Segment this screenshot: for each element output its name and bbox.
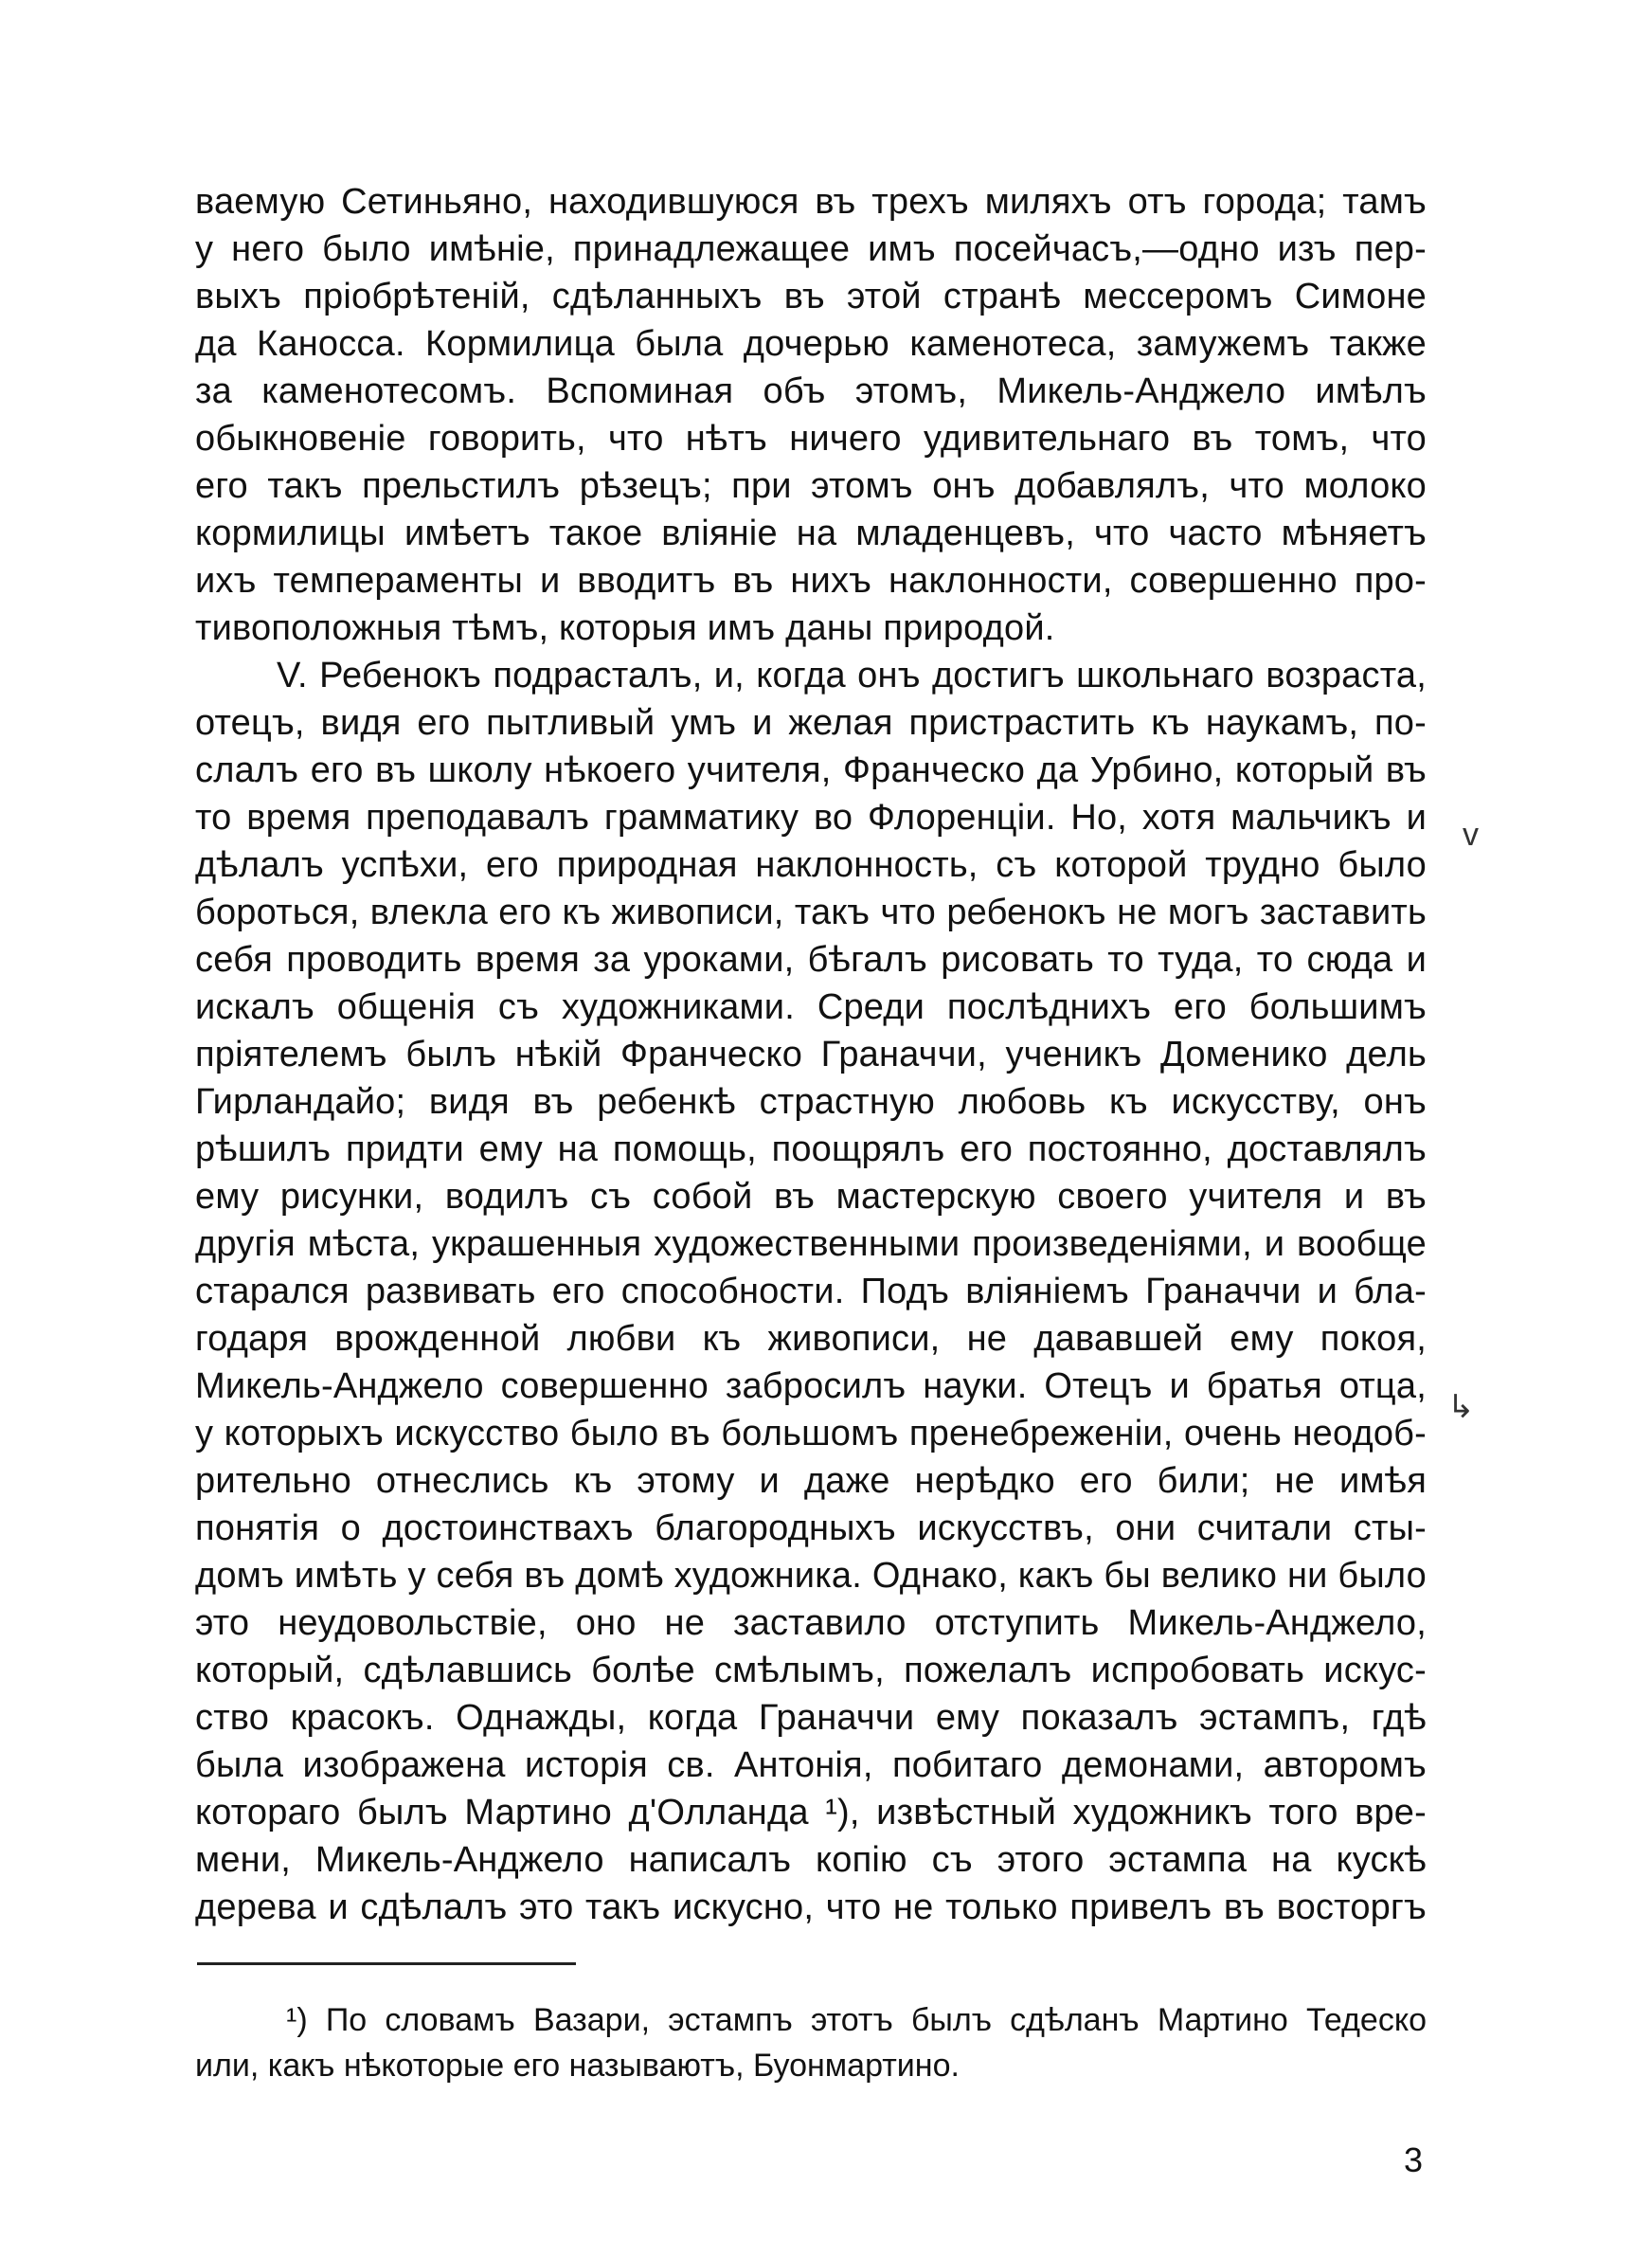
text-line: ихъ темпераменты и вводитъ въ нихъ наклонности, совершенно про-: [195, 561, 1427, 601]
text-line: его такъ прельстилъ рѣзецъ; при этомъ онъ добавлялъ, что молоко: [195, 466, 1427, 506]
text-line: который, сдѣлавшись болѣе смѣлымъ, пожелалъ испробовать искус-: [195, 1651, 1427, 1690]
text-line: прiятелемъ былъ нѣкiй Франческо Граначчи, ученикъ Доменико дель: [195, 1035, 1427, 1074]
text-line: Гирландайо; видя въ ребенкѣ страстную любовь къ искусству, онъ: [195, 1082, 1427, 1122]
text-line: ство красокъ. Однажды, когда Граначчи ему показалъ эстампъ, гдѣ: [195, 1698, 1427, 1738]
text-line: за каменотесомъ. Вспоминая объ этомъ, Микель-Анджело имѣлъ: [195, 371, 1427, 411]
text-line: была изображена исторiя св. Антонiя, побитаго демонами, авторомъ: [195, 1745, 1427, 1785]
margin-check-mark: v: [1463, 817, 1479, 853]
text-line: домъ имѣть у себя въ домѣ художника. Однако, какъ бы велико ни было: [195, 1556, 1427, 1596]
footnote-line: или, какъ нѣкоторые его называютъ, Буонмартино.: [195, 2048, 960, 2084]
main-text-block: [195, 178, 1427, 1931]
text-line: рѣшилъ придти ему на помощь, поощрялъ его постоянно, доставлялъ: [195, 1129, 1427, 1169]
text-line: другiя мѣста, украшенныя художественными произведенiями, и вообще: [195, 1224, 1427, 1264]
text-line: рительно отнеслись къ этому и даже нерѣдко его били; не имѣя: [195, 1461, 1427, 1501]
margin-tick-mark: ↳: [1447, 1389, 1475, 1425]
text-line: ему рисунки, водилъ съ собой въ мастерскую своего учителя и въ: [195, 1177, 1427, 1217]
section-v-first-line: V. Ребенокъ подрасталъ, и, когда онъ достигъ школьнаго возраста,: [277, 656, 1427, 695]
paragraph-end-line: тивоположныя тѣмъ, которыя имъ даны природой.: [195, 608, 1055, 648]
text-line: да Каносса. Кормилица была дочерью каменотеса, замужемъ также: [195, 324, 1427, 364]
text-line: котораго былъ Мартино д'Олланда ¹), извѣстный художникъ того вре-: [195, 1793, 1427, 1833]
text-line: кормилицы имѣетъ такое влiянiе на младенцевъ, что часто мѣняетъ: [195, 514, 1427, 553]
text-line: отецъ, видя его пытливый умъ и желая пристрастить къ наукамъ, по-: [195, 703, 1427, 743]
page-number: 3: [1404, 2140, 1424, 2179]
footnote-divider: [197, 1962, 576, 1965]
text-line: мени, Микель-Анджело написалъ копiю съ этого эстампа на кускѣ: [195, 1840, 1427, 1880]
text-line: дѣлалъ успѣхи, его природная наклонность, съ которой трудно было: [195, 845, 1427, 885]
text-line: слалъ его въ школу нѣкоего учителя, Франческо да Урбино, который въ: [195, 750, 1427, 790]
text-line: бороться, влекла его къ живописи, такъ что ребенокъ не могъ заставить: [195, 893, 1427, 932]
text-line: обыкновенiе говорить, что нѣтъ ничего удивительнаго въ томъ, что: [195, 419, 1427, 459]
text-line: у него было имѣнiе, принадлежащее имъ посейчасъ,—одно изъ пер-: [195, 229, 1427, 269]
footnote-line: ¹) По словамъ Вазари, эстампъ этотъ былъ сдѣланъ Мартино Тедеско: [286, 2002, 1427, 2038]
text-line: выхъ прiобрѣтенiй, сдѣланныхъ въ этой странѣ мессеромъ Симоне: [195, 277, 1427, 316]
text-line: это неудовольствiе, оно не заставило отступить Микель-Анджело,: [195, 1603, 1427, 1643]
footnote-block: [195, 1997, 1427, 2088]
text-line: старался развивать его способности. Подъ влiянiемъ Граначчи и бла-: [195, 1272, 1427, 1311]
text-line: годаря врожденной любви къ живописи, не дававшей ему покоя,: [195, 1319, 1427, 1359]
text-line: дерева и сдѣлалъ это такъ искусно, что не только привелъ въ восторгъ: [195, 1887, 1427, 1927]
text-line: понятiя о достоинствахъ благородныхъ искусствъ, они считали сты-: [195, 1508, 1427, 1548]
text-line: у которыхъ искусство было въ большомъ пренебреженiи, очень неодоб-: [195, 1414, 1427, 1454]
text-line: ваемую Сетиньяно, находившуюся въ трехъ миляхъ отъ города; тамъ: [195, 182, 1427, 222]
text-line: то время преподавалъ грамматику во Флоренцiи. Но, хотя мальчикъ и: [195, 798, 1427, 838]
text-line: искалъ общенiя съ художниками. Среди послѣднихъ его большимъ: [195, 987, 1427, 1027]
text-line: Микель-Анджело совершенно забросилъ науки. Отецъ и братья отца,: [195, 1366, 1427, 1406]
text-line: себя проводить время за уроками, бѣгалъ рисовать то туда, то сюда и: [195, 940, 1427, 980]
